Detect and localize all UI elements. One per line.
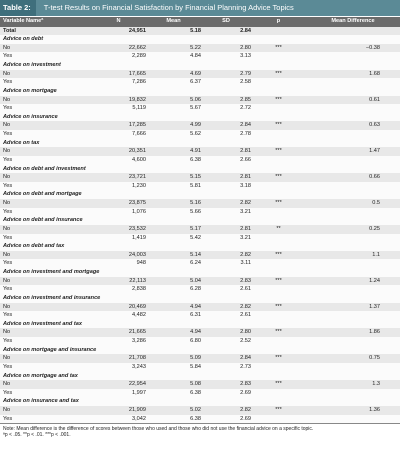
cell-n: 17,285	[128, 122, 146, 129]
cell-p	[251, 337, 306, 346]
cell-mean: 5.08	[190, 381, 201, 388]
cell-mean: 6.38	[190, 415, 201, 422]
section-header-row	[0, 35, 400, 44]
table-row-yes	[0, 415, 400, 424]
cell-mean-difference	[306, 182, 400, 191]
cell-n: 1,076	[132, 208, 146, 215]
section-header-row	[0, 397, 400, 406]
cell-mean-difference: 0.66	[369, 174, 380, 181]
cell-mean: 5.17	[190, 225, 201, 232]
header-variable-name: Variable Nameª	[3, 18, 44, 24]
cell-p	[251, 208, 306, 217]
cell-mean: 6.38	[190, 389, 201, 396]
section-title: Advice on insurance	[3, 113, 58, 120]
table-row-yes	[0, 130, 400, 139]
total-label: Total	[3, 27, 16, 34]
table-row-no	[0, 225, 400, 234]
cell-n: 2,838	[132, 286, 146, 293]
header-n: N	[116, 18, 121, 24]
cell-sd: 2.81	[240, 148, 251, 155]
cell-n: 3,042	[132, 415, 146, 422]
cell-mean-difference: 1.68	[369, 70, 380, 77]
table-row-no	[0, 277, 400, 286]
cell-sd: 3.13	[240, 53, 251, 60]
cell-sd: 2.83	[240, 277, 251, 284]
cell-mean-difference: 1.47	[369, 148, 380, 155]
table-body	[0, 35, 400, 423]
cell-p: ***	[275, 407, 282, 413]
cell-label: Yes	[3, 363, 13, 370]
cell-mean-difference: 1.86	[369, 329, 380, 336]
cell-sd: 2.61	[240, 312, 251, 319]
note-mean-difference: Note: Mean difference is the difference of scores between those who used and those who did not use the financial advice on a specific topic.	[3, 426, 314, 433]
cell-p	[251, 104, 306, 113]
table-row-yes	[0, 104, 400, 113]
cell-n: 3,243	[132, 363, 146, 370]
cell-p: ***	[275, 381, 282, 388]
cell-n: 19,832	[128, 96, 146, 103]
section-header-row	[0, 61, 400, 70]
section-header-row	[0, 346, 400, 355]
cell-n: 7,286	[132, 79, 146, 86]
cell-sd: 2.82	[240, 407, 251, 413]
cell-n: 22,954	[128, 381, 146, 388]
header-mean-difference: Mean Difference	[331, 18, 375, 24]
section-header-row	[0, 372, 400, 381]
cell-label: Yes	[3, 79, 13, 86]
cell-sd: 2.58	[240, 79, 251, 86]
cell-sd: 2.69	[240, 389, 251, 396]
cell-mean-difference	[306, 78, 400, 87]
table-row-yes	[0, 78, 400, 87]
cell-p	[251, 130, 306, 139]
cell-n: 20,469	[128, 303, 146, 310]
cell-sd: 2.80	[240, 44, 251, 51]
cell-p	[251, 52, 306, 61]
cell-n: 23,532	[128, 225, 146, 232]
cell-sd: 3.21	[240, 234, 251, 241]
section-title: Advice on investment and insurance	[3, 294, 101, 301]
cell-sd: 2.82	[240, 303, 251, 310]
cell-n: 21,909	[128, 407, 146, 413]
cell-n: 20,351	[128, 148, 146, 155]
cell-mean: 5.02	[190, 407, 201, 413]
cell-label: Yes	[3, 286, 13, 293]
cell-label: Yes	[3, 131, 13, 137]
section-title: Advice on debt and investment	[3, 165, 86, 172]
cell-sd: 2.69	[240, 415, 251, 422]
cell-sd: 2.81	[240, 174, 251, 181]
header-p: p	[276, 18, 281, 24]
cell-label: Yes	[3, 105, 13, 112]
cell-label: Yes	[3, 415, 13, 422]
cell-p: ***	[275, 174, 282, 181]
cell-sd: 2.82	[240, 200, 251, 206]
total-row	[0, 27, 400, 36]
cell-sd: 2.84	[240, 355, 251, 362]
cell-mean: 4.91	[190, 148, 201, 155]
cell-p: ***	[275, 70, 282, 77]
section-header-row	[0, 216, 400, 225]
cell-label: No	[3, 122, 11, 129]
cell-label: No	[3, 251, 11, 258]
cell-mean: 5.04	[190, 277, 201, 284]
cell-mean-difference	[306, 415, 400, 424]
cell-n: 22,113	[129, 277, 146, 284]
cell-n: 948	[136, 260, 146, 267]
cell-mean-difference	[306, 363, 400, 372]
cell-p: ***	[275, 277, 282, 284]
cell-label: Yes	[3, 156, 13, 163]
section-title: Advice on debt and mortgage	[3, 191, 82, 198]
cell-mean: 5.81	[190, 182, 201, 189]
header-sd: SD	[222, 18, 230, 24]
table-row-no	[0, 406, 400, 415]
cell-p	[251, 389, 306, 398]
table-row-no	[0, 328, 400, 337]
table-row-no	[0, 251, 400, 260]
section-header-row	[0, 190, 400, 199]
cell-mean-difference: 0.75	[369, 355, 380, 362]
cell-sd: 2.78	[240, 131, 251, 137]
cell-mean: 5.62	[190, 131, 201, 137]
table-row-no	[0, 199, 400, 208]
cell-mean: 4.94	[190, 303, 201, 310]
table-note	[0, 424, 400, 438]
cell-n: 4,600	[132, 156, 146, 163]
cell-mean-difference: −0.38	[365, 44, 380, 51]
note-significance: ªp < .05. **p < .01. ***p < .001.	[3, 432, 71, 439]
cell-p: ***	[275, 44, 282, 51]
section-title: Advice on investment	[3, 62, 61, 68]
cell-mean-difference	[306, 311, 400, 320]
cell-p: ***	[275, 122, 282, 129]
table-row-yes	[0, 285, 400, 294]
cell-mean-difference: 0.5	[372, 200, 380, 206]
cell-n: 1,419	[132, 234, 146, 241]
cell-mean-difference	[306, 104, 400, 113]
section-header-row	[0, 113, 400, 122]
cell-mean-difference: 0.61	[369, 96, 380, 103]
section-header-row	[0, 139, 400, 148]
cell-label: No	[3, 96, 11, 103]
table-row-yes	[0, 389, 400, 398]
cell-p	[251, 363, 306, 372]
table-row-yes	[0, 208, 400, 217]
cell-mean-difference	[306, 337, 400, 346]
cell-mean-difference: 1.3	[372, 381, 380, 388]
cell-mean-difference	[306, 259, 400, 268]
cell-sd: 2.79	[240, 70, 251, 77]
cell-sd: 3.11	[240, 260, 251, 267]
cell-mean-difference	[306, 208, 400, 217]
cell-mean: 5.67	[190, 105, 201, 112]
table-row-yes	[0, 234, 400, 243]
cell-label: No	[3, 329, 11, 336]
cell-mean: 6.28	[190, 286, 201, 293]
section-title: Advice on investment and tax	[3, 320, 82, 327]
cell-n: 23,875	[128, 200, 146, 206]
cell-mean: 6.37	[190, 79, 201, 86]
section-title: Advice on insurance and tax	[3, 398, 79, 405]
cell-p	[251, 78, 306, 87]
cell-n: 1,997	[132, 389, 146, 396]
cell-p: ***	[275, 96, 282, 103]
cell-mean-difference	[306, 234, 400, 243]
cell-n: 7,666	[132, 131, 146, 137]
cell-mean: 4.99	[190, 122, 201, 129]
total-p	[251, 27, 306, 36]
table-row-yes	[0, 182, 400, 191]
cell-label: Yes	[3, 208, 13, 215]
cell-mean: 4.69	[190, 70, 201, 77]
cell-sd: 3.21	[240, 208, 251, 215]
cell-mean: 5.66	[190, 208, 201, 215]
cell-label: No	[3, 225, 11, 232]
cell-label: No	[3, 70, 11, 77]
table-row-yes	[0, 259, 400, 268]
section-header-row	[0, 242, 400, 251]
cell-sd: 2.84	[240, 122, 251, 129]
cell-sd: 2.52	[240, 338, 251, 344]
cell-label: No	[3, 174, 11, 181]
cell-p	[251, 415, 306, 424]
cell-label: Yes	[3, 312, 13, 319]
table-row-no	[0, 354, 400, 363]
table-row-no	[0, 173, 400, 182]
cell-mean-difference	[306, 156, 400, 165]
cell-label: Yes	[3, 182, 13, 189]
cell-p	[251, 311, 306, 320]
cell-mean-difference: 0.63	[369, 122, 380, 129]
cell-label: No	[3, 277, 11, 284]
section-title: Advice on mortgage and tax	[3, 372, 78, 379]
section-header-row	[0, 320, 400, 329]
cell-sd: 2.73	[240, 363, 251, 370]
cell-n: 22,662	[128, 44, 146, 51]
cell-mean: 5.16	[190, 200, 201, 206]
cell-sd: 3.18	[240, 182, 251, 189]
cell-mean-difference: 1.37	[369, 303, 380, 310]
cell-mean: 6.38	[190, 156, 201, 163]
cell-p	[251, 285, 306, 294]
cell-mean: 5.84	[190, 363, 201, 370]
section-title: Advice on debt and tax	[3, 243, 65, 250]
section-title: Advice on mortgage and insurance	[3, 346, 97, 353]
table-row-no	[0, 147, 400, 156]
cell-sd: 2.82	[240, 251, 251, 258]
cell-sd: 2.85	[240, 96, 251, 103]
cell-mean-difference	[306, 389, 400, 398]
section-title: Advice on investment and mortgage	[3, 269, 100, 275]
section-header-row	[0, 294, 400, 303]
table-row-no	[0, 121, 400, 130]
cell-mean-difference	[306, 130, 400, 139]
cell-mean-difference: 1.1	[372, 251, 380, 258]
table-row-no	[0, 70, 400, 79]
cell-p: ***	[275, 303, 282, 310]
cell-p	[251, 182, 306, 191]
cell-sd: 2.81	[240, 225, 251, 232]
cell-p: ***	[275, 200, 282, 206]
cell-mean: 6.31	[190, 312, 201, 319]
cell-p: ***	[275, 148, 282, 155]
table-row-yes	[0, 52, 400, 61]
total-sd: 2.84	[240, 27, 251, 34]
cell-n: 21,708	[128, 355, 146, 362]
cell-p	[251, 259, 306, 268]
cell-label: No	[3, 355, 11, 362]
cell-n: 3,286	[132, 338, 146, 344]
header-mean: Mean	[166, 18, 181, 24]
table-header-row	[0, 17, 400, 27]
cell-mean: 5.06	[190, 96, 201, 103]
section-title: Advice on mortgage	[3, 87, 57, 94]
cell-p	[251, 234, 306, 243]
cell-mean: 5.15	[190, 174, 201, 181]
cell-mean-difference: 1.36	[369, 407, 380, 413]
table-row-yes	[0, 363, 400, 372]
section-header-row	[0, 268, 400, 277]
section-header-row	[0, 87, 400, 96]
table-row-yes	[0, 337, 400, 346]
cell-n: 4,482	[132, 312, 146, 319]
cell-mean: 4.84	[190, 53, 201, 60]
cell-mean-difference	[306, 285, 400, 294]
cell-n: 17,665	[128, 70, 146, 77]
cell-mean-difference: 0.25	[369, 225, 380, 232]
cell-label: Yes	[3, 53, 13, 60]
cell-n: 1,230	[132, 182, 146, 189]
cell-label: No	[3, 148, 11, 155]
total-mean: 5.18	[190, 27, 201, 34]
cell-n: 5,119	[132, 105, 146, 112]
cell-n: 2,289	[132, 53, 146, 60]
cell-p: ***	[275, 251, 282, 258]
table-row-no	[0, 44, 400, 53]
table-row-no	[0, 303, 400, 312]
cell-mean: 5.14	[190, 251, 201, 258]
section-title: Advice on debt and insurance	[3, 217, 83, 224]
cell-p: ***	[275, 329, 282, 336]
total-mean-difference	[306, 27, 400, 36]
section-title: Advice on debt	[3, 36, 44, 43]
cell-label: No	[3, 200, 11, 206]
cell-mean: 5.42	[190, 234, 201, 241]
cell-sd: 2.80	[240, 329, 251, 336]
cell-p: ***	[275, 355, 282, 362]
cell-label: Yes	[3, 260, 13, 267]
table-row-yes	[0, 311, 400, 320]
cell-mean: 6.80	[190, 338, 201, 344]
section-header-row	[0, 165, 400, 174]
cell-mean: 5.22	[190, 44, 201, 51]
cell-label: Yes	[3, 389, 13, 396]
cell-n: 23,721	[128, 174, 146, 181]
cell-sd: 2.83	[240, 381, 251, 388]
cell-mean-difference: 1.24	[369, 277, 380, 284]
total-n: 24,951	[128, 27, 146, 34]
cell-label: No	[3, 303, 11, 310]
cell-p	[251, 156, 306, 165]
cell-n: 21,665	[128, 329, 146, 336]
cell-sd: 2.66	[240, 156, 251, 163]
cell-label: No	[3, 44, 11, 51]
cell-sd: 2.72	[240, 105, 251, 112]
table-row-yes	[0, 156, 400, 165]
cell-mean-difference	[306, 52, 400, 61]
cell-mean: 6.24	[190, 260, 201, 267]
table-row-no	[0, 96, 400, 105]
table-number: Table 2:	[0, 0, 36, 16]
cell-label: Yes	[3, 338, 13, 344]
cell-label: Yes	[3, 234, 13, 241]
cell-mean: 4.94	[190, 329, 201, 336]
cell-mean: 5.09	[190, 355, 201, 362]
table-caption: T-test Results on Financial Satisfaction by Financial Planning Advice Topics	[43, 3, 294, 12]
cell-label: No	[3, 381, 11, 388]
cell-sd: 2.61	[240, 286, 251, 293]
cell-label: No	[3, 407, 11, 413]
table-title-bar	[0, 0, 400, 16]
cell-n: 24,003	[128, 251, 146, 258]
cell-p: **	[276, 225, 281, 232]
section-title: Advice on tax	[3, 139, 40, 146]
table-row-no	[0, 380, 400, 389]
